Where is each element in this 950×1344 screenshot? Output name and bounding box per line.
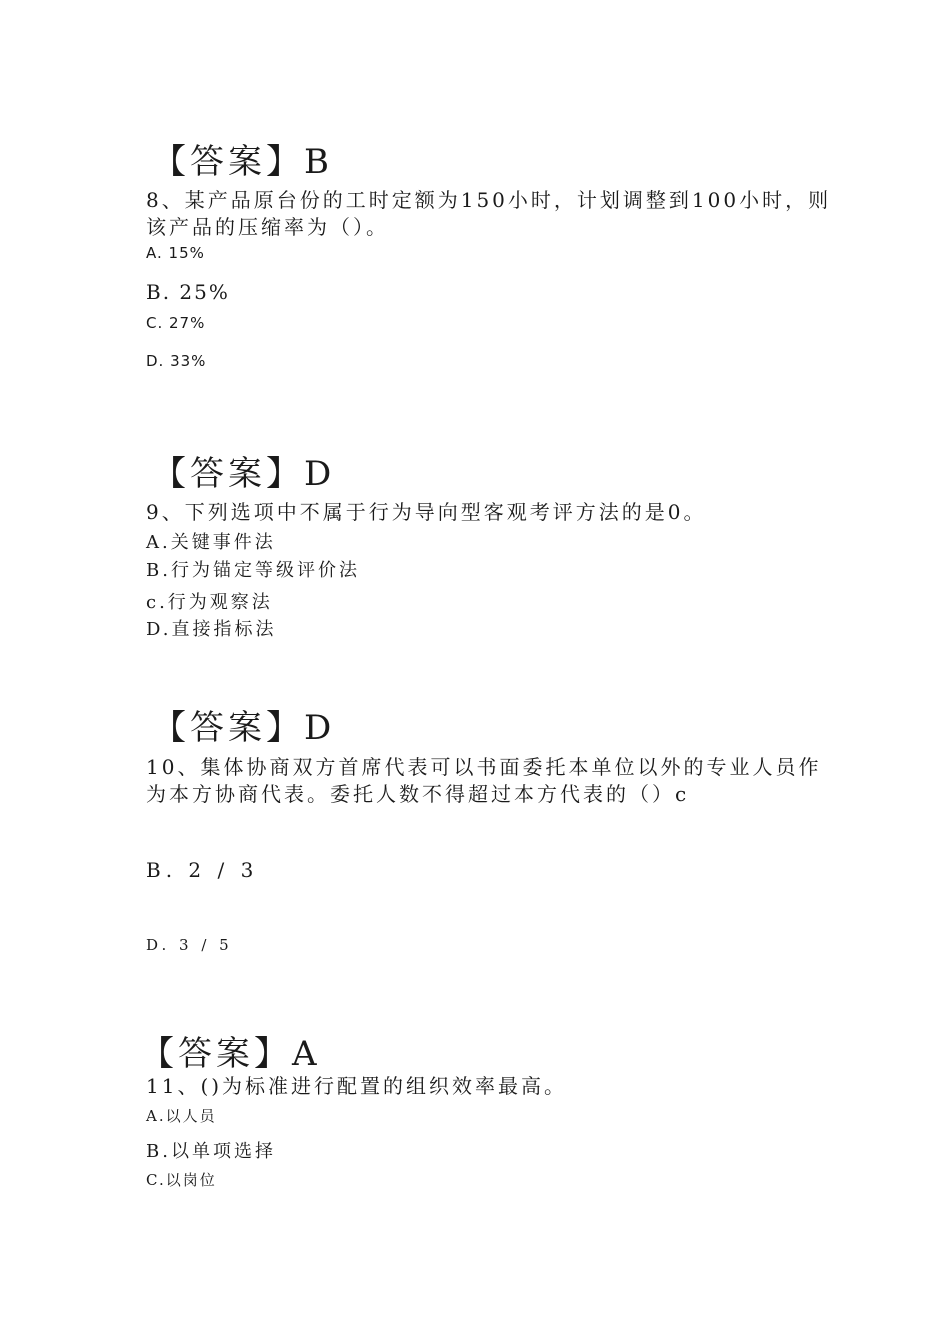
option-9-d: D.直接指标法 bbox=[146, 619, 277, 640]
question-8-line-2: 该产品的压缩率为（）。 bbox=[146, 215, 389, 239]
option-9-a: A.关键事件法 bbox=[146, 532, 276, 553]
option-11-a: A.以人员 bbox=[146, 1107, 217, 1125]
question-9-line-1: 9、下列选项中不属于行为导向型客观考评方法的是0。 bbox=[146, 500, 707, 524]
question-8-line-1: 8、某产品原台份的工时定额为150小时，计划调整到100小时，则 bbox=[146, 188, 832, 212]
option-8-b: B. 25% bbox=[146, 280, 230, 304]
option-8-c: C. 27% bbox=[146, 314, 206, 332]
question-10-line-2: 为本方协商代表。委托人数不得超过本方代表的（）c bbox=[146, 782, 690, 806]
option-11-b: B.以单项选择 bbox=[146, 1141, 276, 1162]
option-10-d: D. 3 / 5 bbox=[146, 936, 233, 954]
option-8-d: D. 33% bbox=[146, 352, 207, 370]
option-11-c: C.以岗位 bbox=[146, 1171, 217, 1189]
answer-label-b8: 【答案】B bbox=[152, 142, 333, 182]
answer-label-b10: 【答案】D bbox=[152, 708, 336, 748]
answer-label-b9: 【答案】D bbox=[152, 454, 336, 494]
question-11-line-1: 11、()为标准进行配置的组织效率最高。 bbox=[146, 1074, 568, 1098]
answer-label-b11: 【答案】A bbox=[140, 1034, 321, 1074]
question-10-line-1: 10、集体协商双方首席代表可以书面委托本单位以外的专业人员作 bbox=[146, 755, 822, 779]
option-10-b: B. 2 / 3 bbox=[146, 858, 259, 882]
option-9-c: c.行为观察法 bbox=[146, 592, 273, 613]
option-9-b: B.行为锚定等级评价法 bbox=[146, 560, 360, 581]
option-8-a: A. 15% bbox=[146, 244, 205, 262]
